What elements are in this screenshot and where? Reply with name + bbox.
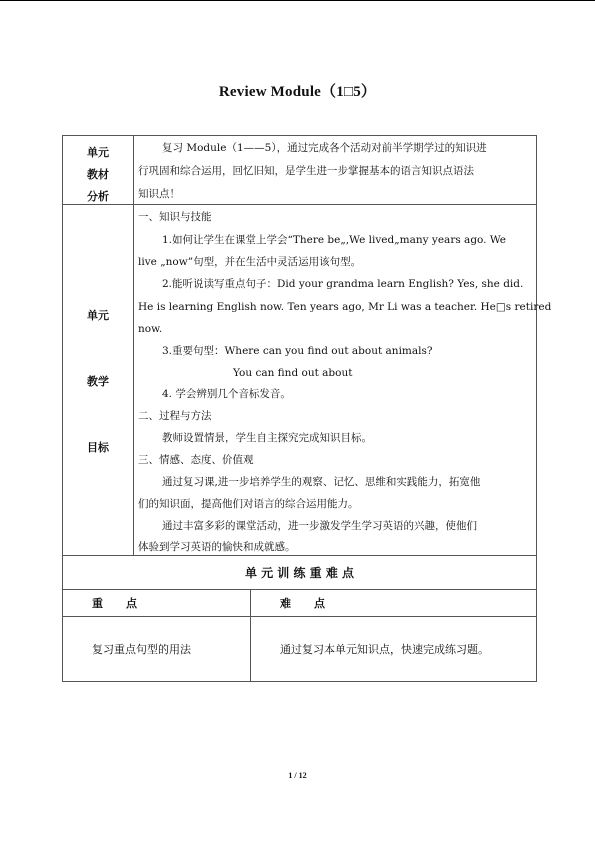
row1-line-3: 知识点！ [138, 188, 180, 200]
row2-label-3: 目标 [87, 441, 109, 454]
row2-line-5: He is learning English now. Ten years ago, Mr Li was a teacher. He□s retired [138, 301, 552, 313]
key-points-header: 重 点 [92, 597, 137, 610]
difficulties-content: 通过复习本单元知识点，快速完成练习题。 [280, 643, 489, 656]
row1-line-2: 行巩固和综合运用，回忆旧知，是学生进一步掌握基本的语言知识点语法 [138, 165, 474, 177]
row2-line-12: 三、情感、态度、价值观 [138, 454, 254, 466]
row1-label-1: 单元 [87, 146, 109, 159]
row2-line-2: 1.如何让学生在课堂上学会“There be„,We lived„many years ago. We [162, 234, 507, 246]
row2-line-16: 体验到学习英语的愉快和成就感。 [138, 541, 296, 553]
row2-line-11: 教师设置情景，学生自主探究完成知识目标。 [162, 432, 372, 444]
section-header: 单 元 训 练 重 难 点 [244, 566, 355, 580]
page-number: 1 / 12 [288, 771, 307, 780]
row2-label-1: 单元 [87, 309, 109, 322]
row2-line-7: 3.重要句型：Where can you find out about animals? [162, 345, 433, 357]
page-title: Review Module（1□5） [218, 84, 377, 100]
row2-line-8: You can find out about [233, 367, 353, 379]
row2-line-14: 们的知识面，提高他们对语言的综合运用能力。 [138, 498, 359, 510]
row2-line-15: 通过丰富多彩的课堂活动，进一步激发学生学习英语的兴趣，使他们 [162, 520, 477, 532]
row2-line-4: 2.能听说读写重点句子：Did your grandma learn English? Yes, she did. [162, 278, 524, 290]
row2-line-13: 通过复习课,进一步培养学生的观察、记忆、思维和实践能力，拓宽他 [162, 476, 481, 488]
row2-line-10: 二、过程与方法 [138, 410, 212, 422]
row2-line-3: live „now”句型，并在生活中灵活运用该句型。 [138, 256, 362, 268]
row1-label-3: 分析 [87, 190, 109, 203]
row2-label-2: 教学 [87, 375, 109, 388]
row2-line-9: 4. 学会辨别几个音标发音。 [162, 388, 291, 400]
top-rule [0, 0, 595, 1]
row1-line-1: 复习 Module（1——5），通过完成各个活动对前半学期学过的知识进 [162, 142, 487, 154]
row1-label-2: 教材 [87, 168, 109, 181]
difficulties-header: 难 点 [280, 597, 325, 610]
row2-line-1: 一、知识与技能 [138, 211, 212, 223]
row2-line-6: now. [138, 323, 163, 335]
key-points-content: 复习重点句型的用法 [92, 643, 191, 656]
